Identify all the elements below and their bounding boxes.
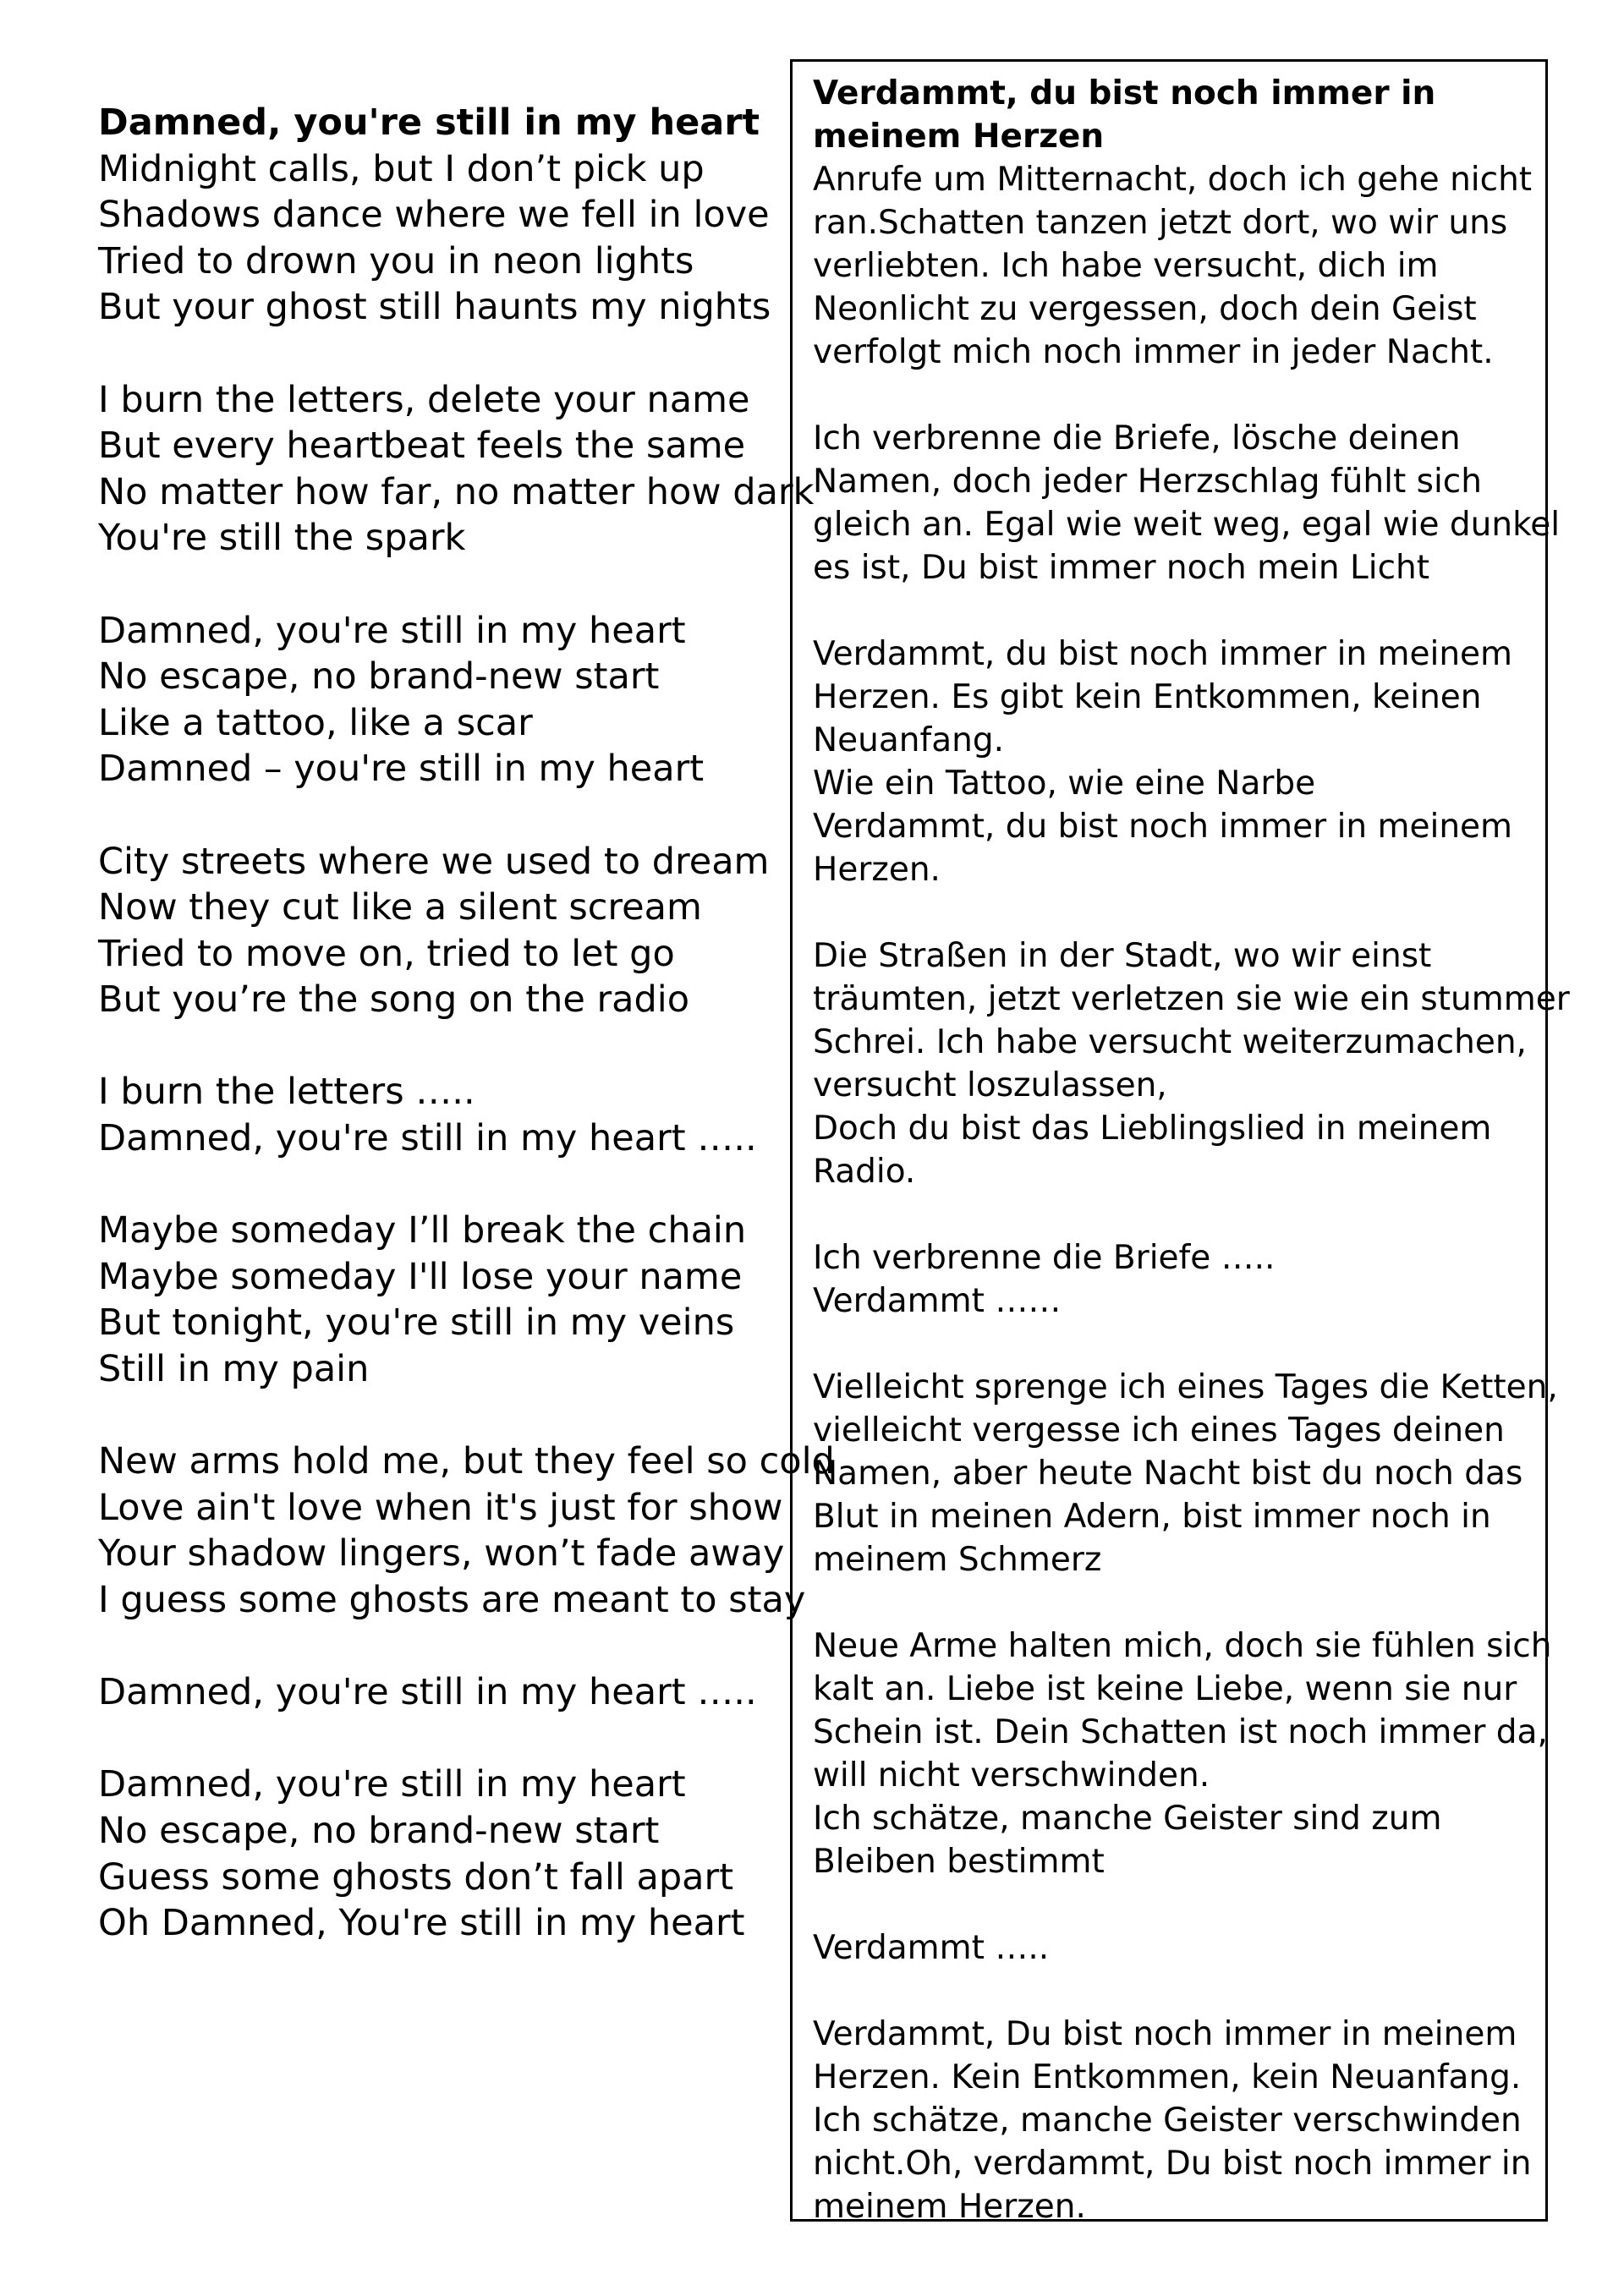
english-lyrics: [98, 100, 835, 1992]
english-stanza: [98, 1669, 800, 1716]
german-paragraph: [813, 1926, 1540, 1970]
english-lyric-line: Damned, you're still in my heart: [98, 1763, 686, 1806]
english-lyric-line: But you’re the song on the radio: [98, 978, 690, 1022]
english-lyric-line: Damned – you're still in my heart: [98, 748, 705, 791]
german-text-line: Radio.: [813, 1153, 916, 1191]
english-stanza: [98, 1069, 800, 1161]
german-text-line: es ist, Du bist immer noch mein Licht: [813, 549, 1430, 587]
english-title: Damned, you're still in my heart: [98, 101, 760, 144]
english-lyric-line: Love ain't love when it's just for show: [98, 1486, 783, 1529]
german-text-line: vielleicht vergesse ich eines Tages deinen: [813, 1411, 1505, 1449]
english-lyric-line: Damned, you're still in my heart …..: [98, 1117, 757, 1160]
german-paragraph: [813, 1236, 1540, 1323]
english-lyric-line: I burn the letters …..: [98, 1071, 475, 1114]
german-text-line: Namen, doch jeder Herzschlag fühlt sich: [813, 463, 1482, 501]
german-paragraph: [813, 2013, 1540, 2228]
english-lyric-line: New arms hold me, but they feel so cold: [98, 1440, 835, 1483]
german-text-line: Ich schätze, manche Geister verschwinden: [813, 2101, 1522, 2140]
german-text-line: Blut in meinen Adern, bist immer noch in: [813, 1498, 1491, 1536]
english-lyric-line: Damned, you're still in my heart: [98, 609, 686, 652]
german-text-line: Doch du bist das Lieblingslied in meinem: [813, 1110, 1492, 1148]
german-text-line: Neue Arme halten mich, doch sie fühlen sich: [813, 1627, 1552, 1665]
english-stanzas: [98, 146, 835, 1947]
german-text-line: Herzen. Kein Entkommen, kein Neuanfang.: [813, 2058, 1522, 2096]
german-text-line: Anrufe um Mitternacht, doch ich gehe nicht: [813, 161, 1533, 199]
german-translation-box: [790, 59, 1570, 2226]
german-text-line: Namen, aber heute Nacht bist du noch das: [813, 1455, 1523, 1493]
german-text-line: Verdammt, du bist noch immer in meinem: [813, 635, 1513, 673]
german-text-line: Herzen. Es gibt kein Entkommen, keinen: [813, 678, 1482, 716]
german-title-line: meinem Herzen: [813, 118, 1105, 156]
german-text-line: Wie ein Tattoo, wie eine Narbe: [813, 764, 1316, 803]
english-lyric-line: I burn the letters, delete your name: [98, 378, 750, 421]
english-lyric-line: Shadows dance where we fell in love: [98, 194, 770, 237]
german-text-line: Ich schätze, manche Geister sind zum: [813, 1800, 1442, 1838]
english-lyric-line: Guess some ghosts don’t fall apart: [98, 1855, 734, 1899]
english-stanza: [98, 377, 815, 562]
english-lyric-line: No escape, no brand-new start: [98, 655, 660, 699]
english-lyric-line: But your ghost still haunts my nights: [98, 286, 771, 329]
english-lyric-line: You're still the spark: [98, 517, 466, 560]
german-text-line: will nicht verschwinden.: [813, 1756, 1210, 1795]
german-paragraph: [813, 1625, 1552, 1883]
german-text-line: träumten, jetzt verletzen sie wie ein stummer: [813, 980, 1570, 1018]
german-title-line: Verdammt, du bist noch immer in: [813, 74, 1436, 112]
german-text-line: Verdammt, du bist noch immer in meinem: [813, 808, 1513, 846]
german-text-line: Ich verbrenne die Briefe …..: [813, 1239, 1276, 1277]
german-lyrics: [813, 72, 1570, 2271]
german-text-line: gleich an. Egal wie weit weg, egal wie dunkel: [813, 506, 1561, 544]
german-paragraph: [813, 158, 1540, 374]
german-paragraph: [813, 633, 1540, 891]
english-stanza: [98, 1762, 800, 1946]
german-text-line: ran.Schatten tanzen jetzt dort, wo wir uns: [813, 204, 1508, 242]
german-text-line: meinem Herzen.: [813, 2188, 1086, 2226]
german-paragraph: [813, 1366, 1558, 1581]
german-text-line: Bleiben bestimmt: [813, 1843, 1105, 1881]
german-text-line: verliebten. Ich habe versucht, dich im: [813, 247, 1439, 285]
english-lyric-line: Oh Damned, You're still in my heart: [98, 1902, 745, 1945]
english-lyric-line: Tried to move on, tried to let go: [98, 932, 675, 975]
english-lyric-line: City streets where we used to dream: [98, 840, 770, 883]
german-text-line: Neonlicht zu vergessen, doch dein Geist: [813, 290, 1477, 328]
german-text-line: Die Straßen in der Stadt, wo wir einst: [813, 937, 1432, 975]
english-lyric-line: Still in my pain: [98, 1348, 370, 1391]
german-text-line: meinem Schmerz: [813, 1541, 1102, 1579]
german-text-line: kalt an. Liebe ist keine Liebe, wenn sie nur: [813, 1670, 1517, 1708]
english-lyric-line: No escape, no brand-new start: [98, 1809, 660, 1852]
english-lyric-line: Tried to drown you in neon lights: [98, 239, 694, 282]
german-text-line: versucht loszulassen,: [813, 1066, 1167, 1104]
english-stanza: [98, 146, 800, 331]
english-lyric-line: Like a tattoo, like a scar: [98, 701, 533, 744]
english-lyric-line: Maybe someday I'll lose your name: [98, 1255, 743, 1298]
german-paragraph: [813, 417, 1561, 589]
german-text-line: Schein ist. Dein Schatten ist noch immer da,: [813, 1713, 1548, 1751]
english-stanza: [98, 1208, 800, 1392]
english-lyric-line: I guess some ghosts are meant to stay: [98, 1579, 806, 1621]
german-text-line: Neuanfang.: [813, 721, 1005, 759]
german-text-line: Vielleicht sprenge ich eines Tages die Ketten,: [813, 1368, 1558, 1406]
german-text-line: Schrei. Ich habe versucht weiterzumachen,: [813, 1023, 1527, 1061]
german-text-line: verfolgt mich noch immer in jeder Nacht.: [813, 333, 1494, 371]
english-lyric-line: Midnight calls, but I don’t pick up: [98, 147, 705, 190]
german-paragraph: [813, 934, 1570, 1193]
english-lyric-line: Now they cut like a silent scream: [98, 886, 702, 929]
english-lyric-line: But tonight, you're still in my veins: [98, 1301, 735, 1345]
german-text-line: Herzen.: [813, 851, 941, 889]
german-text-line: nicht.Oh, verdammt, Du bist noch immer in: [813, 2145, 1532, 2183]
english-stanza: [98, 1438, 835, 1623]
english-stanza: [98, 839, 800, 1023]
english-lyric-line: No matter how far, no matter how dark: [98, 470, 815, 513]
german-text-line: Verdammt ……: [813, 1282, 1062, 1320]
german-text-line: Verdammt, Du bist noch immer in meinem: [813, 2015, 1517, 2053]
english-lyric-line: But every heartbeat feels the same: [98, 425, 746, 468]
german-text-line: Ich verbrenne die Briefe, lösche deinen: [813, 419, 1461, 458]
english-lyric-line: Maybe someday I’ll break the chain: [98, 1209, 747, 1252]
english-lyric-line: Your shadow lingers, won’t fade away: [98, 1532, 785, 1575]
english-stanza: [98, 608, 800, 792]
german-text-line: Verdammt …..: [813, 1929, 1050, 1967]
german-paragraphs: [813, 158, 1570, 2228]
english-lyric-line: Damned, you're still in my heart …..: [98, 1671, 757, 1714]
german-title: [813, 72, 1540, 158]
